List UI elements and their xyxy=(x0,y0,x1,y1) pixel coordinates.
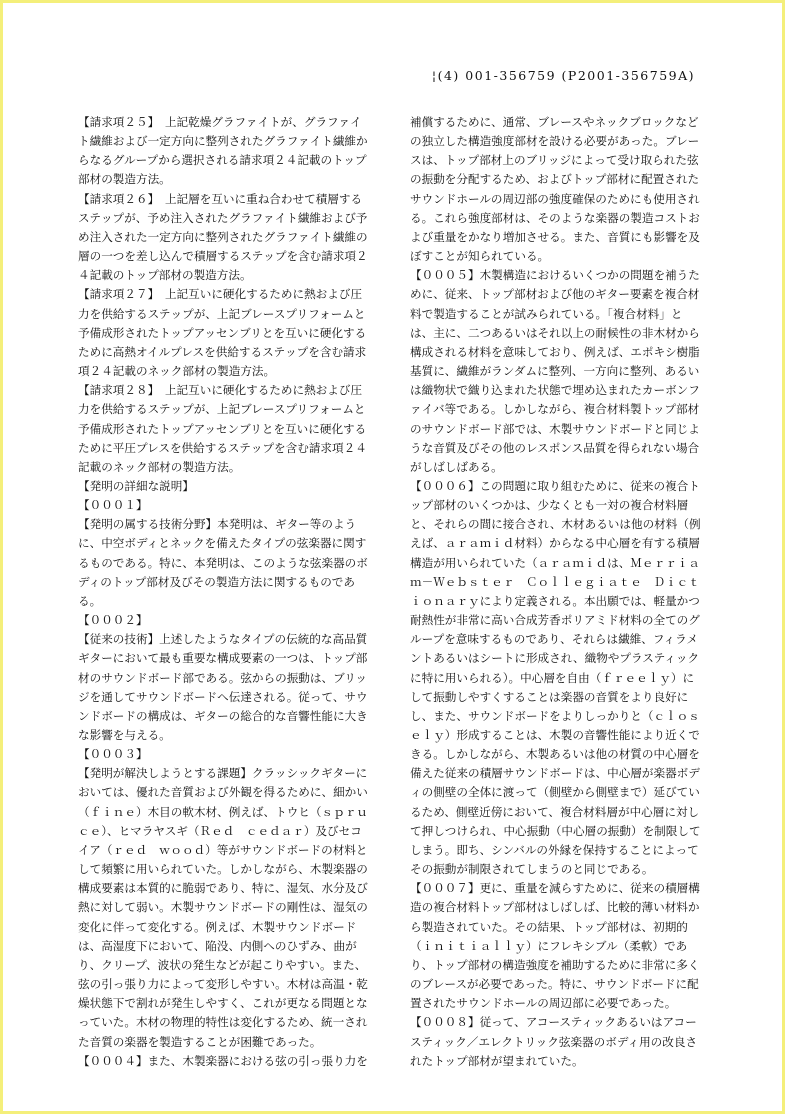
text-line: 【発明の属する技術分野】本発明は、ギター等のよう xyxy=(78,517,357,532)
text-line: し、また、サウンドボードをよりしっかりと（ｃｌｏｓ xyxy=(410,708,700,723)
text-line: 予備成形されたトップアッセンブリとを互いに硬化する xyxy=(78,325,367,340)
text-line: 【従来の技術】上述したようなタイプの伝統的な高品質 xyxy=(78,632,368,647)
text-line: 材のサウンドボード部である。弦からの振動は、ブリッ xyxy=(78,670,367,685)
text-line: ｉｏｎａｒｙにより定義される。本出願では、軽量かつ xyxy=(410,593,700,608)
text-line: な影響を与える。 xyxy=(78,728,171,742)
text-line: ァイバ等である。しかしながら、複合材料製トップ部材 xyxy=(410,402,700,417)
text-line: は織物状で織り込まれた状態で埋め込まれたカーボンフ xyxy=(410,383,700,398)
text-line: 記載のネック部材の製造方法。 xyxy=(78,459,241,474)
text-line: スティック／エレクトリック弦楽器のボディ用の改良さ xyxy=(410,1034,698,1049)
text-line: ギターにおいて最も重要な構成要素の一つは、トップ部 xyxy=(78,651,368,666)
text-line: 【０００２】 xyxy=(78,613,148,628)
text-line: しまう。即ち、シンバルの外縁を保持することによって xyxy=(410,842,699,857)
text-line: 予備成形されたトップアッセンブリとを互いに硬化する xyxy=(78,421,367,436)
text-line: ントあるいはシートに形成され、織物やプラスティック xyxy=(410,651,700,666)
text-line: 部材の製造方法。 xyxy=(78,172,171,187)
text-line: えば、ａｒａｍｉｄ材料）からなる中心層を有する積層 xyxy=(410,536,700,551)
text-line: ループを意味するものであり、それらは繊維、フィラメ xyxy=(410,632,698,647)
text-line: のサウンドボード部では、木製サウンドボードと同じよ xyxy=(410,421,700,436)
text-line: ら製造されていた。その結果、トップ部材は、初期的 xyxy=(410,919,688,934)
text-line: その振動が制限されてしまうのと同じである。 xyxy=(410,862,654,877)
text-line: うな音質及びその他のレスポンス品質を得られない場合 xyxy=(410,440,700,455)
text-line: 熱に対して弱い。木製サウンドボードの剛性は、湿気の xyxy=(78,900,368,915)
text-line: 変化に伴って変化する。例えば、木製サウンドボード xyxy=(78,919,357,934)
text-line: 項２４記載のネック部材の製造方法。 xyxy=(78,364,276,379)
text-line: （ｉｎｉｔｉａｌｌｙ）にフレキシブル（柔軟）であ xyxy=(410,938,688,953)
text-line: ト繊維および一定方向に整列されたグラファイト繊維か xyxy=(78,134,368,149)
text-line: に、中空ボディとネックを備えたタイプの弦楽器に関す xyxy=(78,536,367,551)
text-line: 【０００１】 xyxy=(78,498,148,513)
text-line: 構成される材料を意味しており、例えば、エポキシ樹脂 xyxy=(410,344,700,359)
text-line: 補償するために、通常、ブレースやネックブロックなど xyxy=(410,115,699,129)
text-line: るため、側壁近傍において、複合材料層が中心層に対し xyxy=(410,804,700,819)
text-line: 燥状態下で割れが発生しやすく、これが更なる問題とな xyxy=(78,996,368,1011)
page-header: ¦(4) 001-356759 (P2001-356759A) xyxy=(431,68,695,83)
text-line: （ｆｉｎｅ）木目の軟木材、例えば、トウヒ（ｓｐｒｕ xyxy=(78,804,368,819)
text-line: れたトップ部材が望まれていた。 xyxy=(410,1053,584,1068)
text-line: に特に用いられる）。中心層を自由（ｆｒｅｅｌｙ）に xyxy=(410,670,695,685)
text-line: ４記載のトップ部材の製造方法。 xyxy=(78,268,252,283)
text-line: て押しつけられ、中心振動（中心層の振動）を制限して xyxy=(410,823,701,838)
text-line: の振動を分配するため、およびトップ部材に配置された xyxy=(410,172,700,187)
text-line: た音質の楽器を製造することが困難であった。 xyxy=(78,1034,322,1049)
text-line: 【請求項２５】 上記乾燥グラファイトが、グラファイ xyxy=(78,115,362,129)
text-line: 構造が用いられていた（ａｒａｍｉｄは、Ｍｅｒｒｉａ xyxy=(410,555,700,570)
text-line: 【０００８】従って、アコースティックあるいはアコー xyxy=(410,1015,697,1030)
text-line: 【発明の詳細な説明】 xyxy=(78,478,194,493)
text-line: がしばしばある。 xyxy=(410,459,503,474)
text-line: 【０００６】この問題に取り組むために、従来の複合ト xyxy=(410,478,700,493)
text-line: きる。しかしながら、木製あるいは他の材質の中心層を xyxy=(410,747,700,762)
text-line: イア（ｒｅｄ ｗｏｏｄ）等がサウンドボードの材料と xyxy=(78,842,368,857)
text-line: よび重量をかなり増加させる。また、音質にも影響を及 xyxy=(410,229,700,244)
right-column xyxy=(410,113,708,1071)
text-line: して頻繁に用いられていた。しかしながら、木製楽器の xyxy=(78,862,368,877)
text-line: ステップが、予め注入されたグラファイト繊維および予 xyxy=(78,210,368,225)
text-line: 層の一つを差し込んで積層するステップを含む請求項２ xyxy=(78,249,368,264)
text-line: は、主に、二つあるいはそれ以上の耐候性の非木材から xyxy=(410,325,700,340)
text-line: 力を供給するステップが、上記ブレースプリフォームと xyxy=(78,402,366,417)
text-line: 【０００５】木製構造におけるいくつかの問題を補うた xyxy=(410,268,700,283)
text-line: 置されたサウンドホールの周辺部に必要であった。 xyxy=(410,996,677,1011)
text-line: らなるグループから選択される請求項２４記載のトップ xyxy=(78,153,367,168)
text-line: めに、従来、トップ部材および他のギター要素を複合材 xyxy=(410,287,700,302)
text-line: して振動しやすくすることは楽器の音質をより良好に xyxy=(410,689,689,704)
text-line: 構成要素は本質的に脆弱であり、特に、湿気、水分及び xyxy=(78,881,368,896)
text-line: るものである。特に、本発明は、このような弦楽器のボ xyxy=(78,555,368,570)
text-line: ップ部材のいくつかは、少なくとも一対の複合材料層 xyxy=(410,498,689,513)
text-line: っていた。木材の物理的特性は変化するため、統一され xyxy=(78,1015,368,1030)
text-line: 基質に、繊維がランダムに整列、一方向に整列、あるい xyxy=(410,364,700,379)
left-column xyxy=(78,113,376,1071)
text-line: 【０００４】また、木製楽器における弦の引っ張り力を xyxy=(78,1053,368,1068)
text-line: ぼすことが知られている。 xyxy=(410,249,550,264)
text-line: ィの側壁の全体に渡って（側壁から側壁まで）延びてい xyxy=(410,785,700,800)
text-line: 料で製造することが試みられている。「複合材料」と xyxy=(410,306,683,321)
text-line: ために高熱オイルプレスを供給するステップを含む請求 xyxy=(78,344,367,359)
text-line: 造の複合材料トップ部材はしばしば、比較的薄い材料か xyxy=(410,900,700,915)
text-line: は、高湿度下において、陥没、内側へのひずみ、曲が xyxy=(78,938,357,953)
text-line: ンドボードの構成は、ギターの総合的な音響性能に大き xyxy=(78,708,368,723)
text-line: 【０００３】 xyxy=(78,747,148,762)
text-line: ｍ－Ｗｅｂｓｔｅｒ Ｃｏｌｌｅｇｉａｔｅ Ｄｉｃｔ xyxy=(410,574,700,589)
text-line: ジを通してサウンドボードへ伝達される。従って、サウ xyxy=(78,689,368,704)
text-line: め注入された一定方向に整列されたグラファイト繊維の xyxy=(78,229,368,244)
text-line: り、クリープ、波状の発生などが起こりやすい。また、 xyxy=(78,957,367,972)
text-line: おいては、優れた音質および外観を得るために、細かい xyxy=(78,785,368,800)
text-line: 耐熱性が非常に高い合成芳香ポリアミド材料の全てのグ xyxy=(410,613,700,628)
text-line: の独立した構造強度部材を設ける必要があった。ブレー xyxy=(410,134,700,149)
text-line: る。これら強度部材は、そのような楽器の製造コストお xyxy=(410,210,700,225)
text-line: ｅｌｙ）形成することは、木製の音響性能により近くで xyxy=(410,728,700,742)
text-line: ｃｅ）、ヒマラヤスギ（Ｒｅｄ ｃｅｄａｒ）及びセコ xyxy=(78,823,362,838)
text-line: 【請求項２７】 上記互いに硬化するために熱および圧 xyxy=(78,287,363,302)
text-line: 備えた従来の積層サウンドボードは、中心層が楽器ボデ xyxy=(410,766,700,781)
text-line: 力を供給するステップが、上記ブレースプリフォームと xyxy=(78,306,366,321)
text-line: 【請求項２８】 上記互いに硬化するために熱および圧 xyxy=(78,383,363,398)
text-line: 【０００７】更に、重量を減らすために、従来の積層構 xyxy=(410,881,700,896)
text-line: ために平圧プレスを供給するステップを含む請求項２４ xyxy=(78,440,367,455)
text-line: サウンドホールの周辺部の強度確保のためにも使用され xyxy=(410,191,700,206)
text-line: と、それらの間に接合され、木材あるいは他の材料（例 xyxy=(410,517,701,532)
text-line: 弦の引っ張り力によって変形しやすい。木材は高温・乾 xyxy=(78,977,368,992)
text-line: スは、トップ部材上のブリッジによって受け取られた弦 xyxy=(410,153,699,168)
text-line: のブレースが必要であった。特に、サウンドボードに配 xyxy=(410,977,699,992)
text-line: 【発明が解決しようとする課題】クラッシックギターに xyxy=(78,766,368,781)
text-line: ディのトップ部材及びその製造方法に関するものであ xyxy=(78,574,355,589)
text-line: る。 xyxy=(78,593,102,608)
text-line: 【請求項２６】 上記層を互いに重ね合わせて積層する xyxy=(78,191,363,206)
text-line: り、トップ部材の構造強度を補助するために非常に多く xyxy=(410,957,700,972)
